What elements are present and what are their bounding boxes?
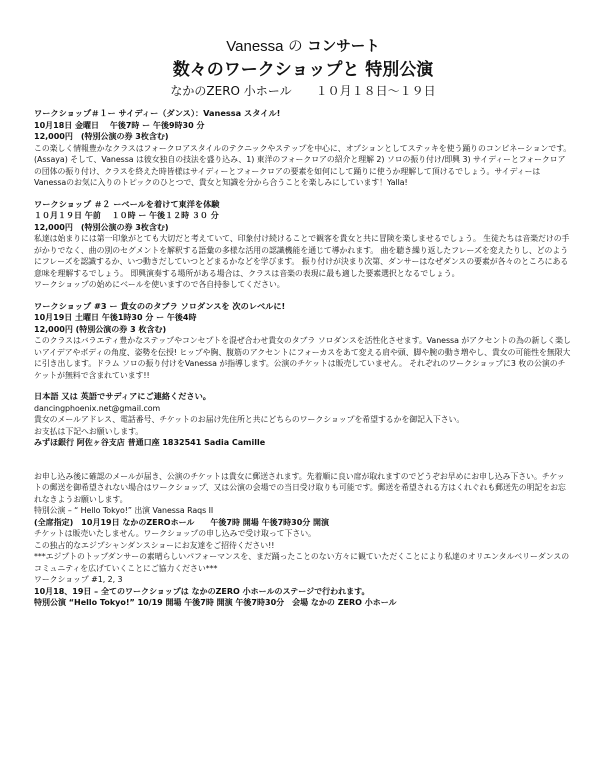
- workshop-2: [34, 199, 572, 291]
- workshop-3-price: 12,000円 (特別公演の券 3 枚含む): [34, 324, 167, 334]
- workshop-2-veil-note: ワークショップの始めにベールを使いますので各自持参してください。: [34, 280, 285, 289]
- workshop-3-title: ワークショップ #3 ー 貴女ののタブラ ソロダンスを 次のレベルに!: [34, 300, 286, 311]
- flyer-page: [34, 36, 572, 609]
- workshop-1-description: この楽しく情報豊かなクラスはフォークロアスタイルのテクニックやステップを中心に、オプションとしてステッキを使う踊りのコンビネーションです。(Assaya) そして、Vanessa は彼女独自の技法を盛り込み、1) 東洋のフォークロアの紹介と理解 2) ソロの振り付け/即興 3) サイディーとフォークロアの団体の振り付け、クラスを終えた時皆様はサイディーとフォークロアの要素を如何にして踊りに使うか理解して頂けるでしょう。サイディーはVanessaのお気に入りのトピックのひとつで、貴女と知識を分から合うことを楽しみにしています！Yalla!: [34, 143, 572, 187]
- header-title: 数々のワークショップと 特別公演: [172, 60, 434, 80]
- contact-email[interactable]: dancingphoenix.net@gmail.com: [34, 403, 161, 413]
- workshop-2-price: 12,000円 (特別公演の券 3枚含む): [34, 222, 169, 232]
- header-performer-name: Vanessa: [226, 38, 284, 55]
- workshop-1-price: 12,000円 (特別公演の券 3枚含む): [34, 132, 169, 141]
- contact-instructions: 貴女のメールアドレス、電話番号、チケットのお届け先住所と共にどちらのワークショップを希望するかを御記入下さい。: [34, 415, 465, 424]
- workshop-3-description: このクラスはバラエティ豊かなステップやコンセプトを混ぜ合わせ貴女のタブラ ソロダンスを活性化させます。Vanessa がアクセントの為の新しく楽しいアイデアやボディの角度、姿勢を伝授! ヒップや胸、腹筋のアクセントにフォーカスをあて変える肩や頭、脚や腕の動き増やし、貴女の可能性を無限大に引き出します。ドラム ソロの振り付けをVanessa が指導します。公演のチケットは販売していません。 それぞれのワークショップに3 枚の公演のチケットが無料で含まれています!!: [34, 336, 571, 380]
- workshop-list: ワークショップ #1, 2, 3: [34, 575, 123, 584]
- workshop-1-title: ワークショップ＃１ー サイディー（ダンス）：Vanessa スタイル!: [34, 108, 281, 118]
- payment-instructions: お支払は下記へお願いします。: [34, 426, 144, 436]
- special-show-details: 特別公演 “Hello Tokyo!” 10/19 開場 午後7時 開演 午後7時30分 会場 なかの ZERO 小ホール: [34, 598, 397, 607]
- workshop-2-description: 私達は始まりには第一印象がとても大切だと考えていて、印象付け続けることで観客を貴女と共に冒険を楽しませるでしょう。 生徒たちは音楽だけの手がかりでなく、曲の別のセグメントを解釈する語彙の多様な活用の認識機能を通じて導かれます。 曲を聴き繰り返したフレーズを変えたりし、どのようにフレーズを認識するか、いつ動きだしていつとどまるかなどを学びます。 振り付けが決まり次第、ダンサーはなぜダンスの要素が各々のところにある意味を理解するでしょう。 即興演奏する場所がある場合は、クラスは音楽の表現に最も適した要素選択となるでしょう。: [34, 234, 570, 278]
- workshop-1-date: 10月18日 金曜日 午後7時 ー 午後9時30 分: [34, 120, 205, 130]
- workshop-3: [34, 301, 572, 382]
- header-line-1: [34, 36, 572, 58]
- workshop-2-date: １０月１９日 午前 １０時 ー 午後１２時 ３０ 分: [34, 211, 219, 220]
- invite-friends-line: この独占的なエジプシャンダンスショーにお友達をご招待ください!!: [34, 540, 275, 550]
- special-show-line: 特別公演 – “ Hello Tokyo!” 出演 Vanessa Raqs II: [34, 506, 214, 515]
- workshop-1: [34, 108, 572, 189]
- header: [34, 36, 572, 100]
- workshop-2-title: ワークショップ ＃２ ーベールを着けて東洋を体験: [34, 198, 220, 209]
- community-appeal: ***エジプトのトップダンサーの素晴らしいパフォーマンスを、まだ踊ったことのない方々に観ていただくことにより私達のオリエンタルベリーダンスのコミュニティを広げていくことにご協力ください***: [34, 552, 570, 573]
- header-concert: コンサート: [307, 39, 380, 55]
- general-seating-line: (全席指定) 10月19日 なかのZEROホール 午後7時 開場 午後7時30分 開演: [34, 517, 330, 527]
- confirmation-note: お申し込み後に確認のメールが届き、公演のチケットは貴女に郵送されます。先着順に良い席が取れますのでどうぞお早めにお申し込み下さい。チケットの郵送を御希望されない場合はワークショップ、又は公演の会場での当日受け取りも可能です。郵送を希望される方はくれぐれも郵送先の明記をお忘れなきようお願いします。: [34, 471, 566, 504]
- contact-section: [34, 391, 572, 449]
- header-venue-date: なかのZERO 小ホール １０月１８日～１９日: [170, 84, 436, 98]
- footer-info: [34, 471, 572, 609]
- bank-account: みずほ銀行 阿佐ヶ谷支店 普通口座 1832541 Sadia Camille: [34, 438, 266, 447]
- header-particle: の: [288, 39, 303, 55]
- all-workshops-venue: 10月18、19日 – 全てのワークショップは なかのZERO 小ホールのステージで行われます。: [34, 586, 370, 596]
- contact-title: 日本語 又は 英語でサディアにご連絡ください。: [34, 391, 211, 401]
- workshop-3-date: 10月19日 土曜日 午後1時30 分 ー 午後4時: [34, 313, 197, 322]
- ticket-note: チケットは販売いたしません。ワークショップの申し込みで受け取って下さい。: [34, 529, 316, 538]
